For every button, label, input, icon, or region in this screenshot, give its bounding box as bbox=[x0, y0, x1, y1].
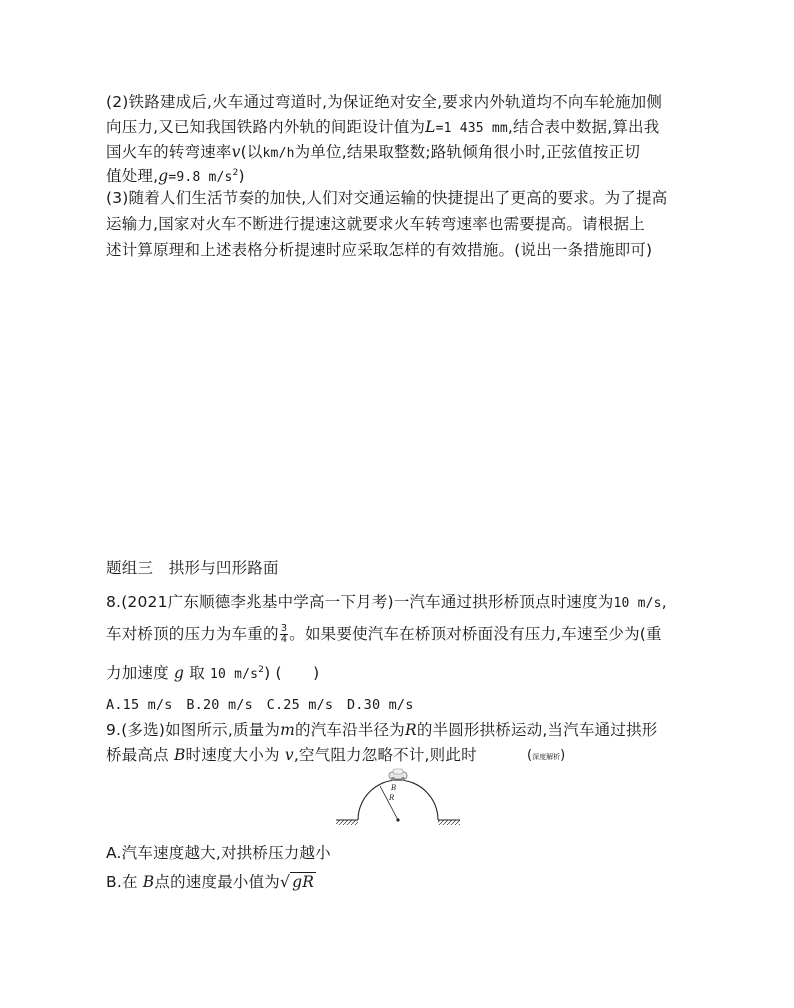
q7-part3-line1: (3)随着人们生活节奏的加快,人们对交通运输的快捷提出了更高的要求。为了提高 bbox=[106, 189, 668, 207]
q8-stem-line2: 车对桥顶的压力为车重的 $\frac{3}{4}$ 。如果要使汽车在桥顶对桥面没有压力,车速至少为(重 bbox=[106, 623, 662, 645]
q7-part2-line4: 值处理,g=9.8 $m/s^2$) bbox=[106, 167, 245, 185]
q7-part3-line3: 述计算原理和上述表格分析提速时应采取怎样的有效措施。(说出一条措施即可) bbox=[106, 241, 653, 259]
q7-part2-line1: (2)铁路建成后,火车通过弯道时,为保证绝对安全,要求内外轨道均不向车轮施加侧 bbox=[106, 93, 663, 111]
q9-stem-line1: 9.(多选)如图所示,质量为m的汽车沿半径为R的半圆形拱桥运动,当汽车通过拱形 bbox=[106, 721, 658, 739]
right-ground bbox=[438, 820, 460, 825]
group3-title: 题组三 拱形与凹形路面 bbox=[106, 559, 279, 577]
q9-option-a: A.汽车速度越大,对拱桥压力越小 bbox=[106, 844, 331, 862]
arch-bridge-diagram bbox=[336, 768, 460, 830]
label-b: B bbox=[391, 784, 397, 792]
analysis-tag[interactable]: (深度解析) bbox=[527, 748, 566, 763]
q7-part2-line3: 国火车的转弯速率v(以km/h为单位,结果取整数;路轨倾角很小时,正弦值按正切 bbox=[106, 143, 641, 161]
fraction-three-quarters: $\frac{3}{4}$ bbox=[280, 623, 288, 645]
q9-option-b: B.在 B点的速度最小值为√ gR bbox=[106, 873, 315, 891]
center-point bbox=[396, 818, 399, 821]
left-ground bbox=[336, 820, 358, 825]
label-r: R bbox=[389, 794, 395, 802]
q8-options: A.15 m/s B.20 m/s C.25 m/s D.30 m/s bbox=[106, 697, 414, 713]
sqrt-expression: √ gR bbox=[280, 873, 315, 891]
q8-stem-line3: 力加速度 g 取 10 $m/s^2$) ( ) bbox=[106, 664, 320, 682]
q7-part2-line2: 向压力,又已知我国铁路内外轨的间距设计值为L=1 435 mm,结合表中数据,算出我 bbox=[106, 118, 660, 136]
q9-stem-line2: 桥最高点 B时速度大小为 v,空气阻力忽略不计,则此时 bbox=[106, 746, 477, 764]
semicircle-arch bbox=[358, 780, 438, 820]
q8-stem-line1: 8.(2021广东顺德李兆基中学高一下月考)一汽车通过拱形桥顶点时速度为10 m/s, bbox=[106, 593, 667, 611]
car-icon bbox=[389, 769, 407, 781]
q7-part3-line2: 运输力,国家对火车不断进行提速这就要求火车转弯速率也需要提高。请根据上 bbox=[106, 215, 645, 233]
answer-space bbox=[106, 270, 686, 540]
